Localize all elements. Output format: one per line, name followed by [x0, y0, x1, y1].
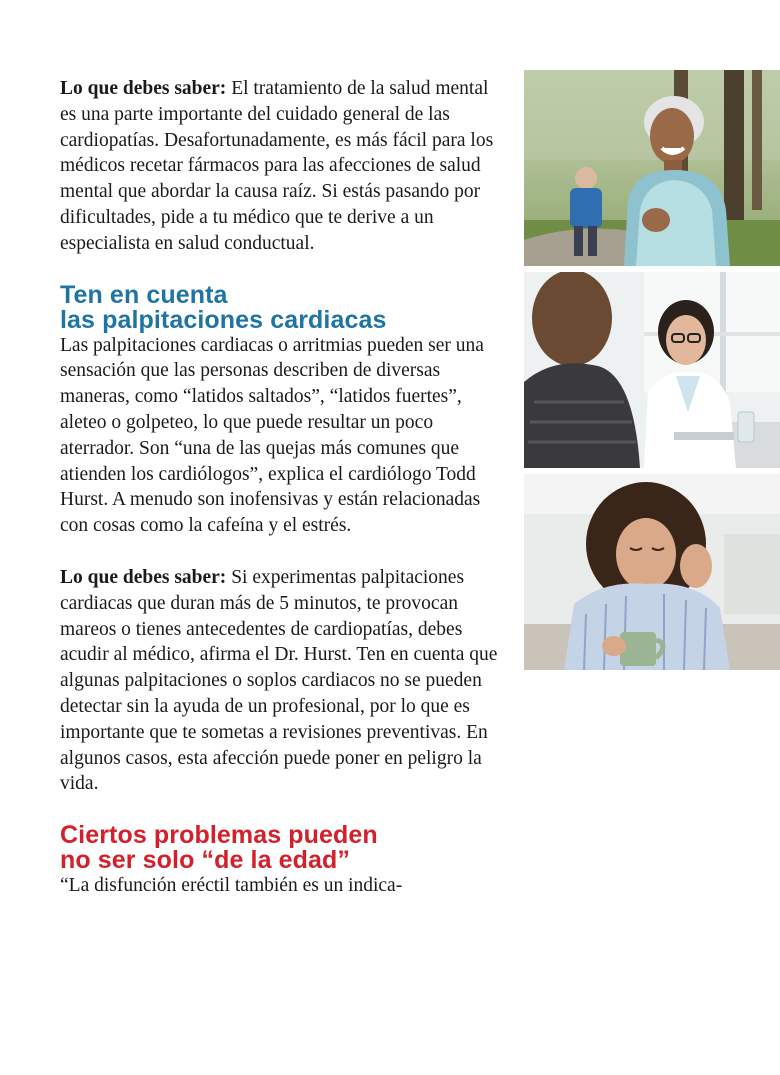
edad-body-start: “La disfunción eréctil también es un indica- [60, 875, 403, 897]
section2-advice-text: Si experimentas palpitaciones cardiacas que duran más de 5 minutos, te provocan mareos o tienes antecedentes de cardiopatías, debes acudir al médico, afirma el Dr. Hurst. Ten en cuenta que algunas palpitaciones o soplos cardiacos no se pueden detectar sin la ayuda de un profesional, por lo que es importante que te sometas a revisiones preventivas. En algunos casos, esta afección puede poner en peligro la vida. [60, 566, 498, 795]
palpitaciones-heading-line2: las palpitaciones cardiacas [60, 305, 387, 334]
photo-column [524, 70, 780, 676]
photo-doctor-consultation [524, 272, 780, 468]
section2-kicker: Lo que debes saber: [60, 566, 227, 588]
section1-paragraph [60, 76, 505, 257]
photo-tired-woman [524, 474, 780, 670]
edad-heading-line1: Ciertos problemas pueden [60, 821, 378, 850]
consultation-illustration [524, 272, 780, 468]
section1-text: El tratamiento de la salud mental es una parte importante del cuidado general de las cardiopatías. Desafortunadamente, es más fácil para los médicos recetar fármacos para las afecciones de salud mental que abordar la causa raíz. Si estás pasando por dificultades, pide a tu médico que te derive a un especialista en salud conductual. [60, 78, 494, 254]
photo-woman-jogging [524, 70, 780, 266]
edad-heading-line2: no ser solo “de la edad” [60, 846, 350, 875]
section1-kicker: Lo que debes saber: [60, 78, 227, 99]
article-column [60, 76, 505, 899]
tired-woman-illustration [524, 474, 780, 670]
palpitaciones-heading [60, 280, 505, 334]
palpitaciones-body: Las palpitaciones cardiacas o arritmias pueden ser una sensación que las personas describen de diversas maneras, como “latidos saltados”, “latidos fuertes”, aleteo o golpeteo, lo que puede resultar un poco aterrador. Son “una de las quejas más comunes que atienden los cardiólogos”, explica el cardiólogo Todd Hurst. A menudo son inofensivas y están relacionadas con cosas como la cafeína y el estrés. [60, 334, 484, 537]
edad-heading [60, 823, 505, 873]
palpitaciones-heading-line1: Ten en cuenta [60, 280, 228, 309]
section2-advice-paragraph [60, 565, 505, 797]
jogging-illustration [524, 70, 780, 266]
